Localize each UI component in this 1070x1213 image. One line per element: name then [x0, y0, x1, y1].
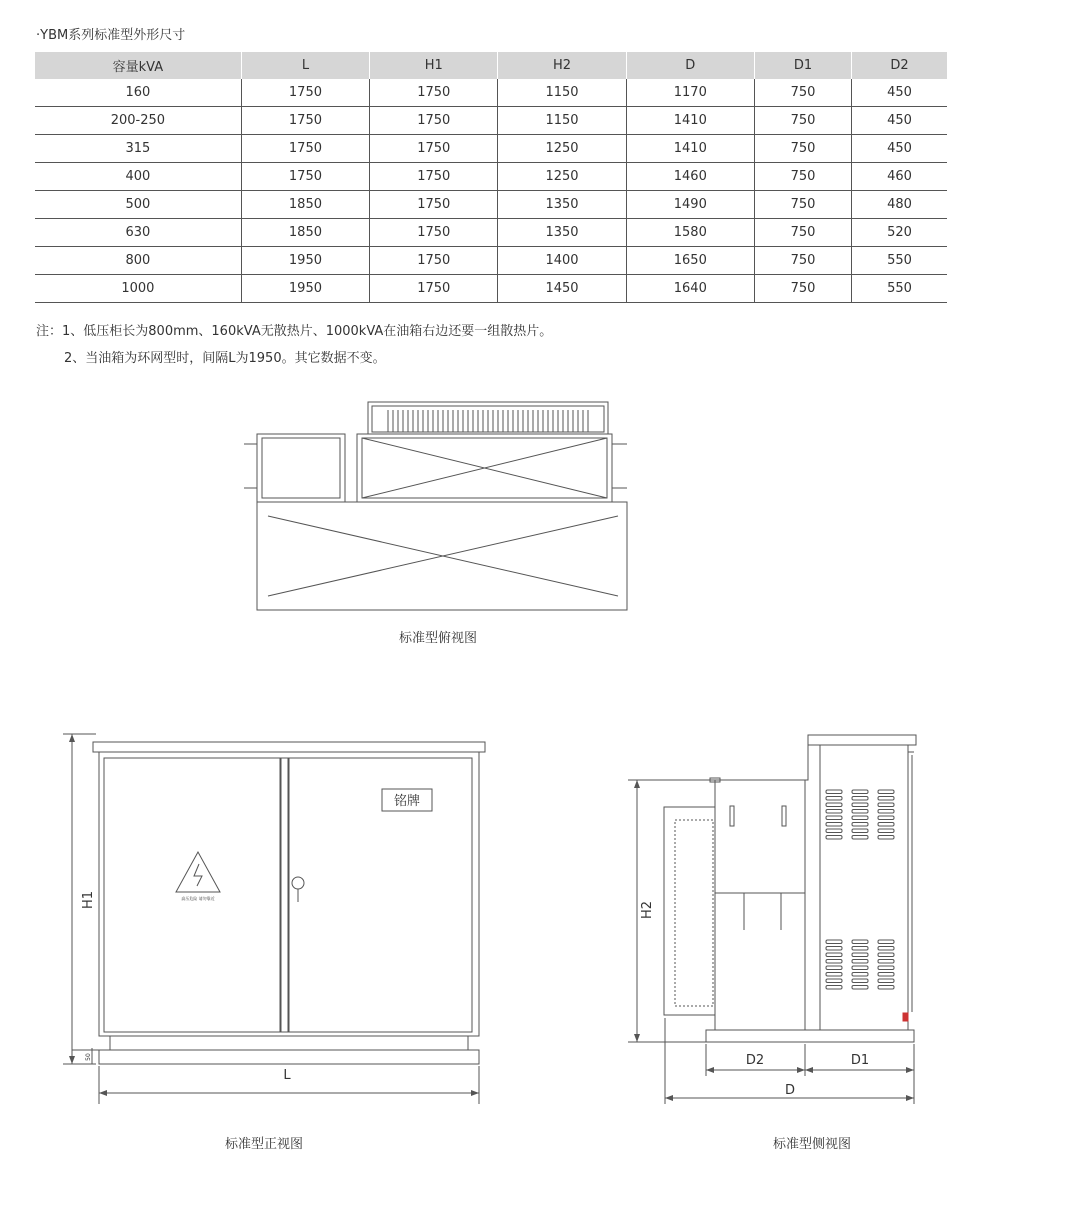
- nameplate-label: 铭牌: [393, 794, 421, 809]
- table-cell: 1750: [370, 163, 498, 191]
- table-cell: 1850: [241, 191, 369, 219]
- table-cell: 1350: [498, 219, 626, 247]
- table-cell: 550: [852, 247, 947, 275]
- page-title: ·YBM系列标准型外形尺寸: [36, 28, 186, 43]
- table-cell: 450: [852, 79, 947, 107]
- note-1: 注：1、低压柜长为800mm、160kVA无散热片、1000kVA在油箱右边还要一组散热片。: [36, 324, 553, 339]
- dim-D: D: [784, 1083, 796, 1098]
- table-cell: 1750: [370, 247, 498, 275]
- table-cell: 1950: [241, 247, 369, 275]
- table-cell: 1250: [498, 163, 626, 191]
- header-D2: D2: [852, 52, 947, 79]
- warning-icon: [176, 852, 220, 892]
- table-cell: 1750: [370, 107, 498, 135]
- warning-text: 高压危险 请勿靠近: [181, 896, 215, 901]
- table-cell: 1000: [35, 275, 241, 303]
- dim-H1: H1: [81, 890, 96, 910]
- table-cell: 800: [35, 247, 241, 275]
- table-cell: 1580: [626, 219, 754, 247]
- table-cell: 750: [754, 163, 851, 191]
- table-cell: 1750: [241, 163, 369, 191]
- note-2: 2、当油箱为环网型时，间隔L为1950。其它数据不变。: [64, 351, 386, 366]
- dim-D1: D1: [850, 1053, 870, 1068]
- table-cell: 1490: [626, 191, 754, 219]
- header-H2: H2: [498, 52, 626, 79]
- dim-D2: D2: [745, 1053, 765, 1068]
- table-cell: 630: [35, 219, 241, 247]
- table-cell: 400: [35, 163, 241, 191]
- table-cell: 1650: [626, 247, 754, 275]
- table-cell: 1750: [370, 191, 498, 219]
- table-cell: 200-250: [35, 107, 241, 135]
- table-cell: 160: [35, 79, 241, 107]
- table-cell: 1460: [626, 163, 754, 191]
- table-cell: 750: [754, 247, 851, 275]
- header-H1: H1: [370, 52, 498, 79]
- table-cell: 1350: [498, 191, 626, 219]
- table-cell: 500: [35, 191, 241, 219]
- table-cell: 750: [754, 79, 851, 107]
- table-cell: 750: [754, 107, 851, 135]
- table-cell: 1950: [241, 275, 369, 303]
- header-D1: D1: [754, 52, 851, 79]
- table-cell: 315: [35, 135, 241, 163]
- table-cell: 1750: [370, 135, 498, 163]
- table-cell: 750: [754, 219, 851, 247]
- dim-H2: H2: [640, 900, 655, 920]
- header-capacity: 容量kVA: [35, 52, 241, 79]
- table-cell: 1150: [498, 107, 626, 135]
- table-cell: 460: [852, 163, 947, 191]
- table-cell: 1250: [498, 135, 626, 163]
- table-cell: 1750: [370, 275, 498, 303]
- table-cell: 1150: [498, 79, 626, 107]
- table-cell: 520: [852, 219, 947, 247]
- table-cell: 1450: [498, 275, 626, 303]
- side-view-drawing: [628, 735, 916, 1104]
- table-cell: 1410: [626, 107, 754, 135]
- table-cell: 1750: [241, 107, 369, 135]
- table-cell: 480: [852, 191, 947, 219]
- header-L: L: [241, 52, 369, 79]
- table-cell: 1750: [241, 135, 369, 163]
- table-cell: 750: [754, 191, 851, 219]
- door-handle-icon: [292, 877, 304, 889]
- table-cell: 450: [852, 107, 947, 135]
- header-D: D: [626, 52, 754, 79]
- side-view-caption: 标准型侧视图: [772, 1137, 852, 1152]
- table-cell: 550: [852, 275, 947, 303]
- table-cell: 750: [754, 275, 851, 303]
- table-cell: 1750: [370, 79, 498, 107]
- dim-L: L: [283, 1068, 291, 1083]
- top-view-drawing: [244, 402, 627, 610]
- table-cell: 1750: [370, 219, 498, 247]
- dim-50: 50: [85, 1053, 92, 1061]
- table-cell: 1850: [241, 219, 369, 247]
- table-cell: 1750: [241, 79, 369, 107]
- table-cell: 450: [852, 135, 947, 163]
- table-cell: 1170: [626, 79, 754, 107]
- table-cell: 1410: [626, 135, 754, 163]
- table-cell: 1400: [498, 247, 626, 275]
- front-view-drawing: [63, 734, 485, 1104]
- table-cell: 1640: [626, 275, 754, 303]
- table-cell: 750: [754, 135, 851, 163]
- front-view-caption: 标准型正视图: [224, 1137, 304, 1152]
- top-view-caption: 标准型俯视图: [398, 631, 478, 646]
